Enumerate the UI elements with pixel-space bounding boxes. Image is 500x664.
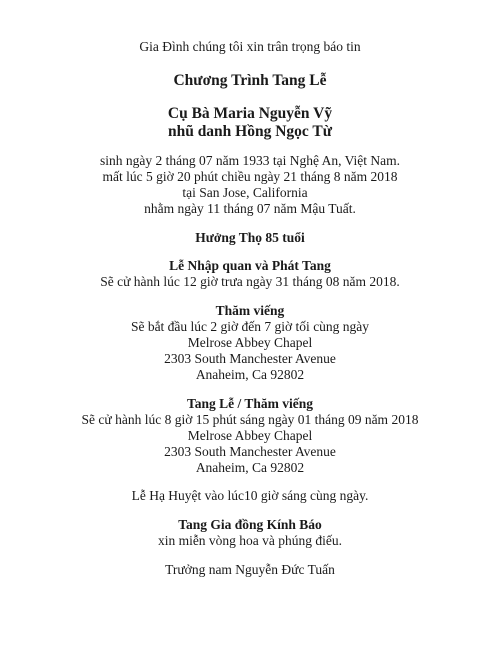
section-text-funeral-venue: Melrose Abbey Chapel: [187, 428, 313, 443]
signature-line: Trưởng nam Nguyễn Đức Tuấn: [165, 562, 335, 577]
section-text-visitation-city: Anaheim, Ca 92802: [195, 367, 305, 382]
lunar-date-line: nhằm ngày 11 tháng 07 năm Mậu Tuất.: [144, 201, 356, 216]
announcer-note: xin miễn vòng hoa và phúng điếu.: [157, 533, 343, 548]
intro-line: Gia Đình chúng tôi xin trân trọng báo tin: [139, 39, 361, 54]
burial-line: Lễ Hạ Huyệt vào lúc10 giờ sáng cùng ngày.: [131, 488, 369, 503]
section-text-funeral-street: 2303 South Manchester Avenue: [164, 444, 336, 459]
death-place-line: tại San Jose, California: [182, 185, 308, 200]
section-text-visitation-time: Sẽ bắt đầu lúc 2 giờ đến 7 giờ tối cùng ngày: [130, 319, 370, 334]
section-text-funeral-time: Sẽ cử hành lúc 8 giờ 15 phút sáng ngày 01 tháng 09 năm 2018: [81, 412, 419, 427]
section-heading-encoffinment: Lễ Nhập quan và Phát Tang: [169, 258, 331, 273]
section-text-visitation-street: 2303 South Manchester Avenue: [164, 351, 336, 366]
section-heading-visitation: Thăm viếng: [215, 303, 285, 318]
section-text-funeral-city: Anaheim, Ca 92802: [195, 460, 305, 475]
birth-line: sinh ngày 2 tháng 07 năm 1933 tại Nghệ An, Việt Nam.: [99, 153, 401, 168]
announcer-heading: Tang Gia đồng Kính Báo: [178, 517, 322, 532]
section-text-encoffinment: Sẽ cử hành lúc 12 giờ trưa ngày 31 tháng 08 năm 2018.: [100, 274, 400, 289]
death-line: mất lúc 5 giờ 20 phút chiều ngày 21 tháng 8 năm 2018: [102, 169, 398, 184]
section-text-visitation-venue: Melrose Abbey Chapel: [187, 335, 313, 350]
deceased-maiden-name: nhũ danh Hồng Ngọc Từ: [167, 123, 333, 140]
program-title: Chương Trình Tang Lễ: [173, 72, 327, 89]
section-heading-funeral: Tang Lễ / Thăm viếng: [186, 396, 314, 411]
age-line: Hưởng Thọ 85 tuổi: [195, 230, 305, 245]
deceased-name: Cụ Bà Maria Nguyễn Vỹ: [167, 105, 333, 122]
